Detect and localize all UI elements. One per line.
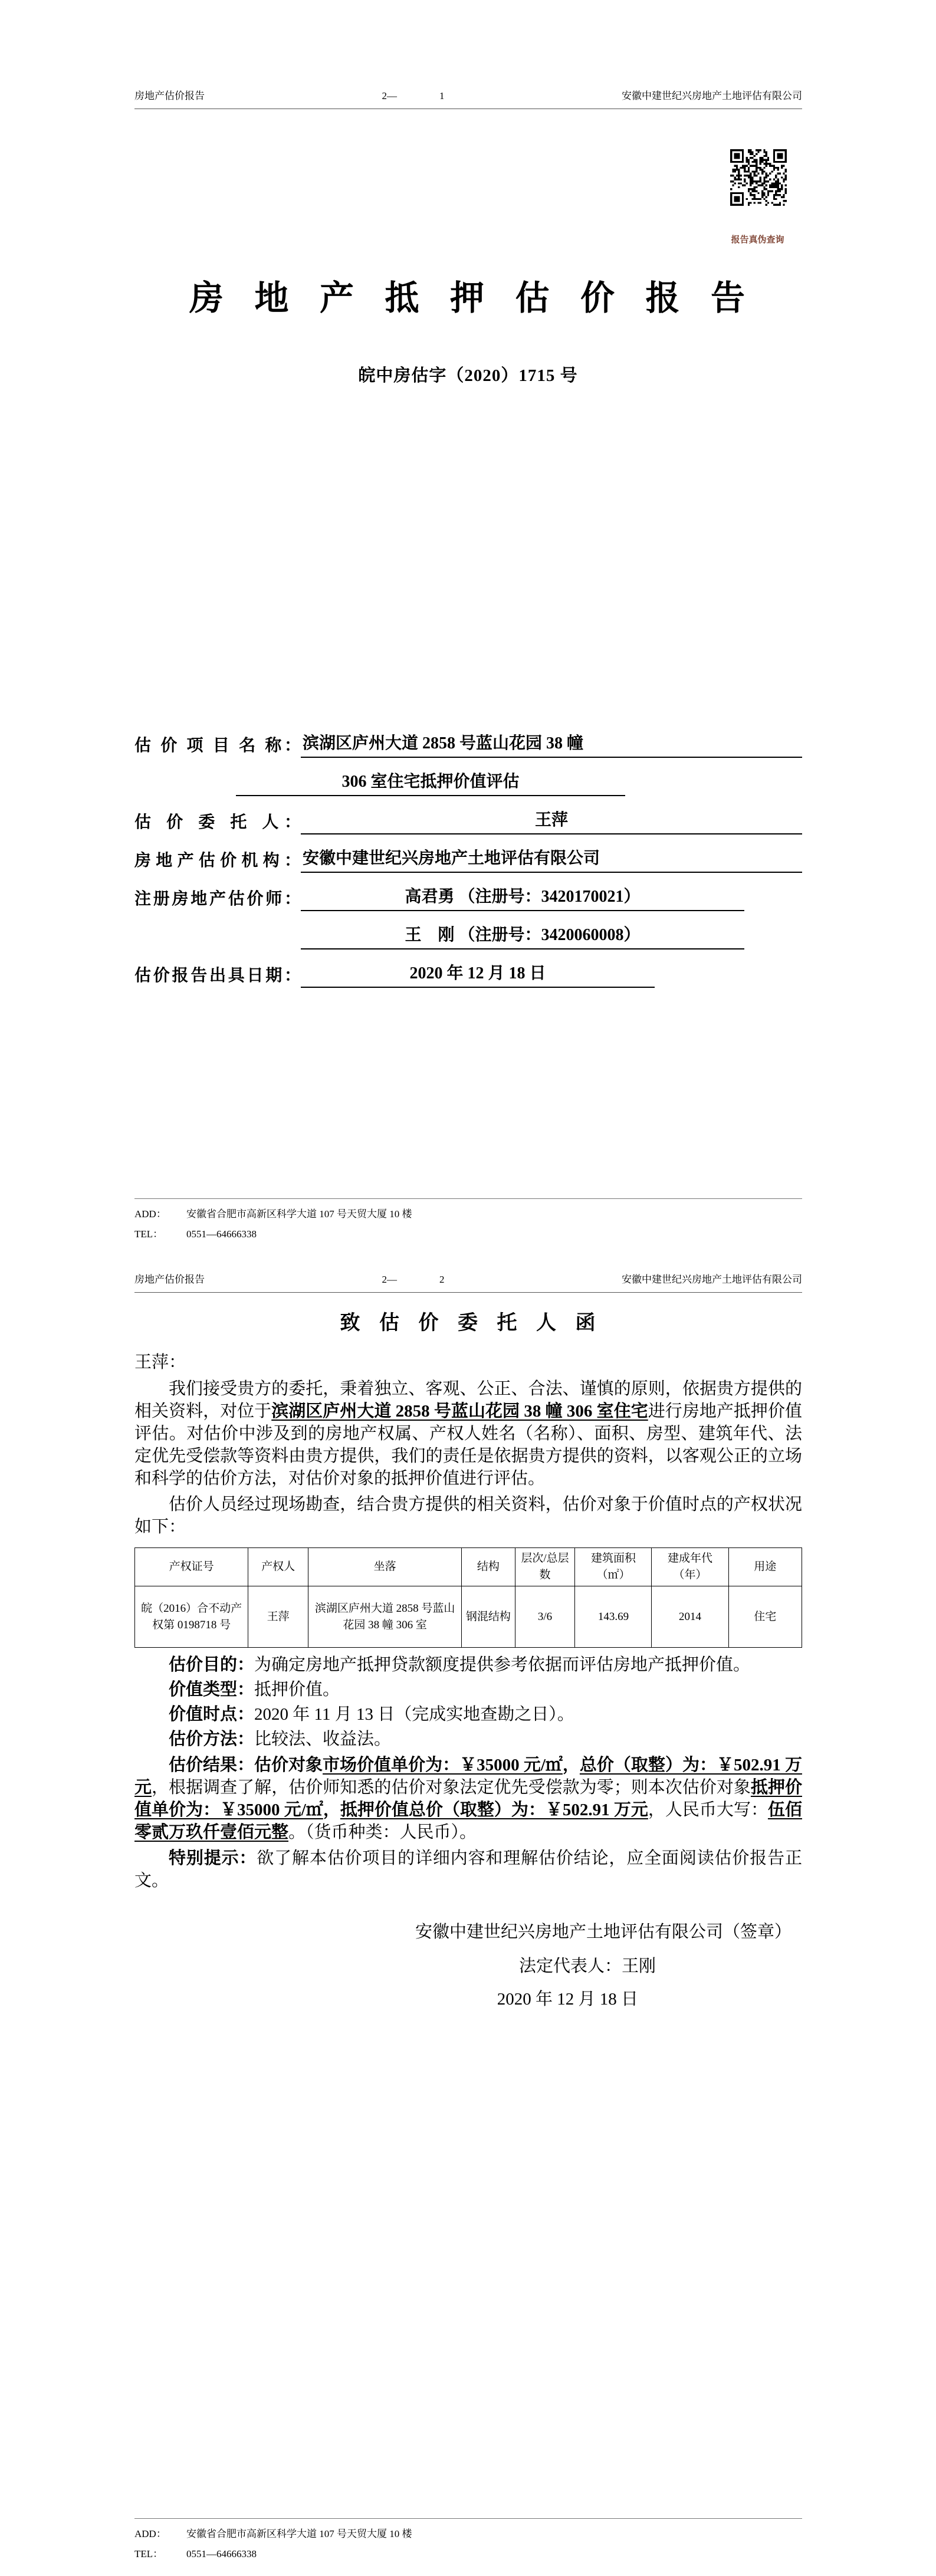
result-label: 估价结果： bbox=[169, 1756, 255, 1775]
form-row-appraiser-2 bbox=[134, 921, 802, 949]
footer-tel-label: TEL： bbox=[134, 2548, 163, 2559]
project-name-label: 估 价 项 目 名 称： bbox=[134, 737, 301, 755]
value-date-label: 价值时点： bbox=[169, 1705, 255, 1724]
result-segment: 总价（取整）为：￥502.91 万元 bbox=[134, 1756, 802, 1797]
notice-paragraph bbox=[134, 1847, 802, 1892]
footer-tel-label: TEL： bbox=[134, 1228, 163, 1240]
footer-add-text: 安徽省合肥市高新区科学大道 107 号天贸大厦 10 楼 bbox=[186, 2528, 412, 2539]
project-name-value-line2: 306 室住宅抵押价值评估 bbox=[236, 770, 625, 796]
signature-legal-rep: 法定代表人：王刚 bbox=[518, 1957, 656, 1976]
footer-address-line bbox=[134, 1204, 802, 1224]
header-doc-label: 房地产估价报告 bbox=[134, 90, 205, 101]
report-number: 皖中房估字（2020）1715 号 bbox=[358, 366, 578, 385]
client-value: 王萍 bbox=[301, 809, 802, 834]
result-segment: 伍佰零贰万玖仟壹佰元整 bbox=[134, 1800, 802, 1842]
cell-owner: 王萍 bbox=[248, 1586, 308, 1648]
property-table bbox=[134, 1547, 802, 1648]
table-data-row bbox=[135, 1586, 802, 1648]
page-footer bbox=[134, 1198, 802, 1244]
page-1-cover bbox=[0, 0, 936, 1256]
cell-use: 住宅 bbox=[728, 1586, 802, 1648]
appraiser-1-value: 高君勇 （注册号：3420170021） bbox=[301, 885, 744, 911]
qr-block bbox=[730, 149, 787, 245]
signature-date: 2020 年 12 月 18 日 bbox=[497, 1990, 638, 2009]
footer-add-label: ADD： bbox=[134, 2528, 166, 2539]
footer-phone-line bbox=[134, 1224, 802, 1244]
result-segment: 抵押价值总价（取整）为：￥502.91 万元 bbox=[340, 1800, 648, 1819]
col-header-use: 用途 bbox=[728, 1548, 802, 1586]
page-2-letter bbox=[0, 1256, 936, 2576]
client-label: 估 价 委 托 人： bbox=[134, 813, 301, 832]
col-header-structure: 结构 bbox=[462, 1548, 515, 1586]
notice-label: 特别提示： bbox=[169, 1849, 257, 1868]
col-header-cert-no: 产权证号 bbox=[135, 1548, 248, 1586]
cell-cert-no: 皖（2016）合不动产权第 0198718 号 bbox=[135, 1586, 248, 1648]
form-row-appraiser-1 bbox=[134, 883, 802, 911]
col-header-floor: 层次/总层数 bbox=[515, 1548, 575, 1586]
intro-segment: 进行房地产抵押价值评估。对估价中涉及到的房地产权属、产权人姓名（名称）、面积、房型、建筑年代、法定优先受偿款等资料由贵方提供，我们的责任是依据贵方提供的资料，以客观公正的立场和科学的估价方法，对估价对象的抵押价值进行评估。 bbox=[134, 1402, 802, 1488]
signature-company: 安徽中建世纪兴房地产土地评估有限公司（签章） bbox=[415, 1923, 792, 1941]
header-page-no: 1 bbox=[439, 90, 445, 101]
method-line bbox=[134, 1728, 802, 1750]
report-title: 房 地 产 抵 押 估 价 报 告 bbox=[189, 279, 747, 317]
header-company: 安徽中建世纪兴房地产土地评估有限公司 bbox=[622, 1274, 802, 1285]
page-header bbox=[134, 87, 802, 109]
appraiser-2-value: 王 刚 （注册号：3420060008） bbox=[301, 924, 744, 949]
result-segment: ，人民币大写： bbox=[648, 1800, 768, 1819]
col-header-location: 坐落 bbox=[308, 1548, 462, 1586]
signature-block bbox=[134, 1920, 802, 2011]
footer-add-text: 安徽省合肥市高新区科学大道 107 号天贸大厦 10 楼 bbox=[186, 1208, 412, 1220]
col-header-year: 建成年代（年） bbox=[652, 1548, 728, 1586]
page-header bbox=[134, 1271, 802, 1293]
method-label: 估价方法： bbox=[169, 1730, 255, 1749]
agency-value: 安徽中建世纪兴房地产土地评估有限公司 bbox=[301, 847, 802, 873]
form-row-project-line2 bbox=[134, 768, 802, 796]
footer-phone-line bbox=[134, 2544, 802, 2564]
letter-content bbox=[134, 1306, 802, 2011]
intro-paragraph bbox=[134, 1378, 802, 1490]
header-page-number bbox=[382, 1274, 445, 1286]
cell-floor: 3/6 bbox=[515, 1586, 575, 1648]
method-text: 比较法、收益法。 bbox=[254, 1730, 392, 1749]
purpose-text: 为确定房地产抵押贷款额度提供参考依据而评估房地产抵押价值。 bbox=[254, 1655, 751, 1674]
cell-year: 2014 bbox=[652, 1586, 728, 1648]
result-segment: 估价对象 bbox=[254, 1756, 323, 1775]
header-doc-label: 房地产估价报告 bbox=[134, 1274, 205, 1285]
result-segment: ， bbox=[562, 1756, 580, 1775]
value-type-label: 价值类型： bbox=[169, 1680, 255, 1699]
project-name-value-line1: 滨湖区庐州大道 2858 号蓝山花园 38 幢 bbox=[301, 732, 802, 758]
value-date-text: 2020 年 11 月 13 日（完成实地查勘之日）。 bbox=[254, 1705, 574, 1724]
agency-label: 房地产估价机构： bbox=[134, 852, 301, 870]
purpose-label: 估价目的： bbox=[169, 1655, 255, 1674]
header-page-prefix: 2— bbox=[382, 1274, 397, 1285]
result-segment: ，根据调查了解，估价师知悉的估价对象法定优先受偿款为零；则本次估价对象 bbox=[152, 1778, 751, 1797]
result-segment: 抵押价值单价为：￥35000 元/㎡ bbox=[134, 1778, 802, 1819]
salutation: 王萍： bbox=[134, 1353, 186, 1372]
cell-location: 滨湖区庐州大道 2858 号蓝山花园 38 幢 306 室 bbox=[308, 1586, 462, 1648]
survey-paragraph: 估价人员经过现场勘查，结合贵方提供的相关资料，估价对象于价值时点的产权状况如下： bbox=[134, 1495, 802, 1536]
table-header-row bbox=[135, 1548, 802, 1586]
cell-area: 143.69 bbox=[575, 1586, 652, 1648]
form-row-project bbox=[134, 730, 802, 758]
form-row-report-date bbox=[134, 960, 802, 988]
property-address: 滨湖区庐州大道 2858 号蓝山花园 38 幢 306 室住宅 bbox=[271, 1402, 648, 1421]
footer-tel-text: 0551—64666338 bbox=[186, 1228, 257, 1240]
col-header-owner: 产权人 bbox=[248, 1548, 308, 1586]
form-row-agency bbox=[134, 845, 802, 873]
result-segment: 市场价值单价为：￥35000 元/㎡ bbox=[323, 1756, 563, 1775]
value-type-text: 抵押价值。 bbox=[254, 1680, 340, 1699]
result-paragraph bbox=[134, 1754, 802, 1844]
intro-segment: 我们接受贵方的委托，秉着独立、客观、公正、合法、谨慎的原则，依据贵方提供的相关资料，对位于 bbox=[134, 1379, 802, 1421]
result-segment: 。（货币种类：人民币）。 bbox=[288, 1823, 477, 1842]
col-header-area: 建筑面积（㎡） bbox=[575, 1548, 652, 1586]
result-segment: ， bbox=[323, 1800, 340, 1819]
report-date-value: 2020 年 12 月 18 日 bbox=[301, 962, 655, 988]
page-footer bbox=[134, 2518, 802, 2564]
cell-structure: 钢混结构 bbox=[462, 1586, 515, 1648]
footer-tel-text: 0551—64666338 bbox=[186, 2548, 257, 2559]
report-date-label: 估价报告出具日期： bbox=[134, 967, 301, 985]
footer-address-line bbox=[134, 2524, 802, 2544]
header-company: 安徽中建世纪兴房地产土地评估有限公司 bbox=[622, 90, 802, 101]
form-row-client bbox=[134, 806, 802, 834]
qr-code bbox=[730, 149, 787, 206]
value-type-line bbox=[134, 1678, 802, 1701]
cover-form bbox=[134, 730, 802, 998]
letter-title: 致 估 价 委 托 人 函 bbox=[340, 1312, 597, 1334]
footer-add-label: ADD： bbox=[134, 1208, 166, 1220]
notice-text: 欲了解本估价项目的详细内容和理解估价结论，应全面阅读估价报告正文。 bbox=[134, 1849, 802, 1890]
value-date-line bbox=[134, 1703, 802, 1726]
qr-caption: 报告真伪查询 bbox=[731, 235, 784, 245]
purpose-line bbox=[134, 1654, 802, 1676]
header-page-no: 2 bbox=[439, 1274, 445, 1285]
header-page-prefix: 2— bbox=[382, 90, 397, 101]
header-page-number bbox=[382, 90, 445, 102]
appraiser-label: 注册房地产估价师： bbox=[134, 890, 301, 908]
